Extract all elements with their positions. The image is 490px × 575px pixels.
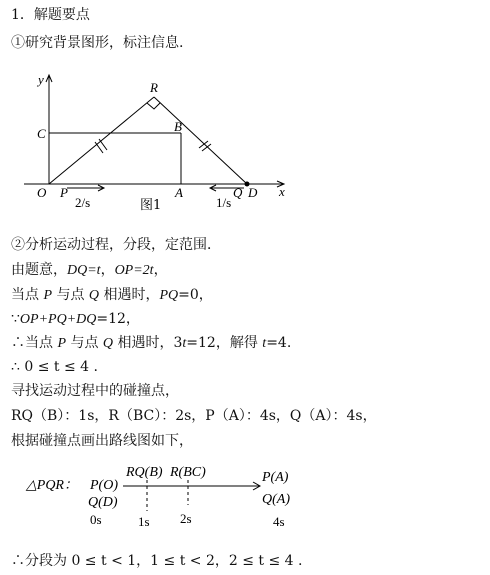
- meet-d: Q: [88, 288, 100, 303]
- label-Q: Q: [233, 185, 243, 200]
- route-end-top: P(A): [262, 470, 289, 485]
- points-line: RQ（B）：1s，R（BC）：2s，P（A）：4s，Q（A）：4s，: [11, 408, 377, 424]
- route-diagram: [20, 465, 340, 535]
- therefore-e: 相遇时，3: [113, 335, 183, 351]
- route-t4: 4s: [273, 514, 285, 529]
- therefore-b: P: [57, 336, 67, 351]
- given-b: DQ=t: [67, 263, 101, 278]
- collide-line: 寻找运动过程中的碰撞点，: [11, 383, 179, 399]
- label-B: B: [174, 119, 182, 134]
- meet-f: PQ: [159, 288, 179, 303]
- therefore-c: 与点: [66, 335, 103, 351]
- route-t0: 0s: [90, 512, 102, 527]
- given-e: ，: [153, 262, 168, 278]
- route-t2: 2s: [180, 511, 192, 526]
- given-c: ，: [100, 262, 115, 278]
- meet-b: P: [43, 288, 53, 303]
- conclusion-line: ∴分段为 0 ≤ t < 1，1 ≤ t < 2，2 ≤ t ≤ 4 .: [11, 553, 303, 569]
- given-d: OP=2t: [114, 263, 154, 278]
- step2-text: ②分析运动过程，分段，定范围．: [11, 237, 221, 253]
- label-C: C: [37, 126, 46, 141]
- route-end-bottom: Q(A): [262, 492, 290, 507]
- route-start-top: P(O): [90, 478, 118, 493]
- draw-line: 根据碰撞点画出路线图如下，: [11, 433, 193, 449]
- figure-1: [20, 70, 320, 220]
- speed-p: 2/s: [75, 195, 91, 210]
- meet-e: 相遇时，: [99, 287, 160, 303]
- because-a: ∵: [11, 311, 20, 327]
- therefore-h: t: [262, 336, 267, 351]
- route-t1: 1s: [138, 514, 150, 529]
- therefore-a: ∴当点: [11, 335, 58, 351]
- therefore-d: Q: [102, 336, 114, 351]
- step1-text: ①研究背景图形，标注信息.: [11, 35, 184, 51]
- label-A: A: [175, 185, 183, 200]
- therefore-g: =12，解得: [186, 335, 263, 351]
- therefore-f: t: [182, 336, 187, 351]
- label-y: y: [38, 72, 44, 87]
- given-a: 由题意，: [11, 262, 67, 278]
- because-b: OP+PQ+DQ: [19, 312, 97, 327]
- meet-a: 当点: [11, 287, 44, 303]
- range-line: ∴ 0 ≤ t ≤ 4 .: [11, 359, 98, 375]
- meet-c: 与点: [52, 287, 89, 303]
- label-O: O: [37, 185, 47, 200]
- meet-g: =0，: [178, 287, 213, 303]
- speed-q: 1/s: [216, 195, 232, 210]
- route-mark-1: RQ(B): [126, 465, 163, 480]
- because-line: [11, 310, 140, 329]
- route-start-bottom: Q(D): [88, 495, 118, 510]
- heading: 1．解题要点: [11, 7, 90, 23]
- therefore-i: =4.: [266, 335, 292, 351]
- therefore-line: [11, 334, 291, 353]
- route-mark-2: R(BC): [170, 465, 206, 480]
- label-D: D: [248, 185, 258, 200]
- label-x: x: [279, 184, 285, 199]
- route-title: △PQR：: [26, 478, 78, 493]
- figure-caption: 图1: [140, 198, 162, 213]
- label-P: P: [60, 185, 68, 200]
- label-R: R: [150, 80, 158, 95]
- meet-line: [11, 286, 213, 305]
- because-c: =12，: [96, 311, 140, 327]
- given-line: [11, 261, 168, 280]
